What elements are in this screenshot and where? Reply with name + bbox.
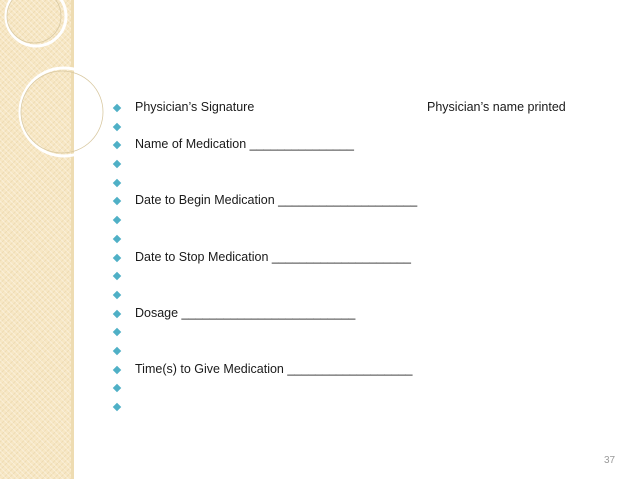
bullet-item [114, 229, 614, 248]
bullet-text: Dosage _________________________ [135, 305, 356, 320]
bullet-right-text: Physician’s name printed [427, 100, 566, 114]
diamond-bullet-icon [113, 197, 121, 205]
diamond-bullet-icon [113, 122, 121, 130]
bullet-list [114, 98, 614, 416]
diamond-bullet-icon [113, 272, 121, 280]
bullet-text: Physician’s Signature [135, 100, 255, 114]
bullet-text: Time(s) to Give Medication __________________ [135, 361, 413, 376]
bullet-item [114, 210, 614, 229]
bullet-item [114, 191, 614, 210]
bullet-text: Date to Stop Medication ____________________ [135, 249, 411, 264]
bullet-item [114, 248, 614, 267]
deco-circle-bottom-inner [21, 71, 103, 153]
diamond-bullet-icon [113, 179, 121, 187]
bullet-item [114, 304, 614, 323]
bullet-item [114, 135, 614, 154]
diamond-bullet-icon [113, 328, 121, 336]
bullet-item [114, 173, 614, 192]
bullet-item [114, 360, 614, 379]
diamond-bullet-icon [113, 253, 121, 261]
diamond-bullet-icon [113, 403, 121, 411]
deco-circle-bottom [20, 68, 108, 156]
diamond-bullet-icon [113, 235, 121, 243]
deco-circle-top [6, 0, 66, 46]
bullet-item [114, 98, 614, 117]
decorative-circles [0, 0, 120, 160]
bullet-item [114, 154, 614, 173]
diamond-bullet-icon [113, 365, 121, 373]
diamond-bullet-icon [113, 104, 121, 112]
page-number: 37 [604, 455, 616, 466]
bullet-item [114, 266, 614, 285]
diamond-bullet-icon [113, 141, 121, 149]
diamond-bullet-icon [113, 216, 121, 224]
diamond-bullet-icon [113, 291, 121, 299]
bullet-item [114, 117, 614, 136]
bullet-item [114, 378, 614, 397]
diamond-bullet-icon [113, 309, 121, 317]
diamond-bullet-icon [113, 347, 121, 355]
diamond-bullet-icon [113, 160, 121, 168]
bullet-text: Date to Begin Medication ____________________ [135, 193, 418, 208]
diamond-bullet-icon [113, 384, 121, 392]
bullet-item [114, 322, 614, 341]
bullet-item [114, 341, 614, 360]
bullet-item [114, 397, 614, 416]
bullet-item [114, 285, 614, 304]
bullet-text: Name of Medication _______________ [135, 137, 354, 152]
